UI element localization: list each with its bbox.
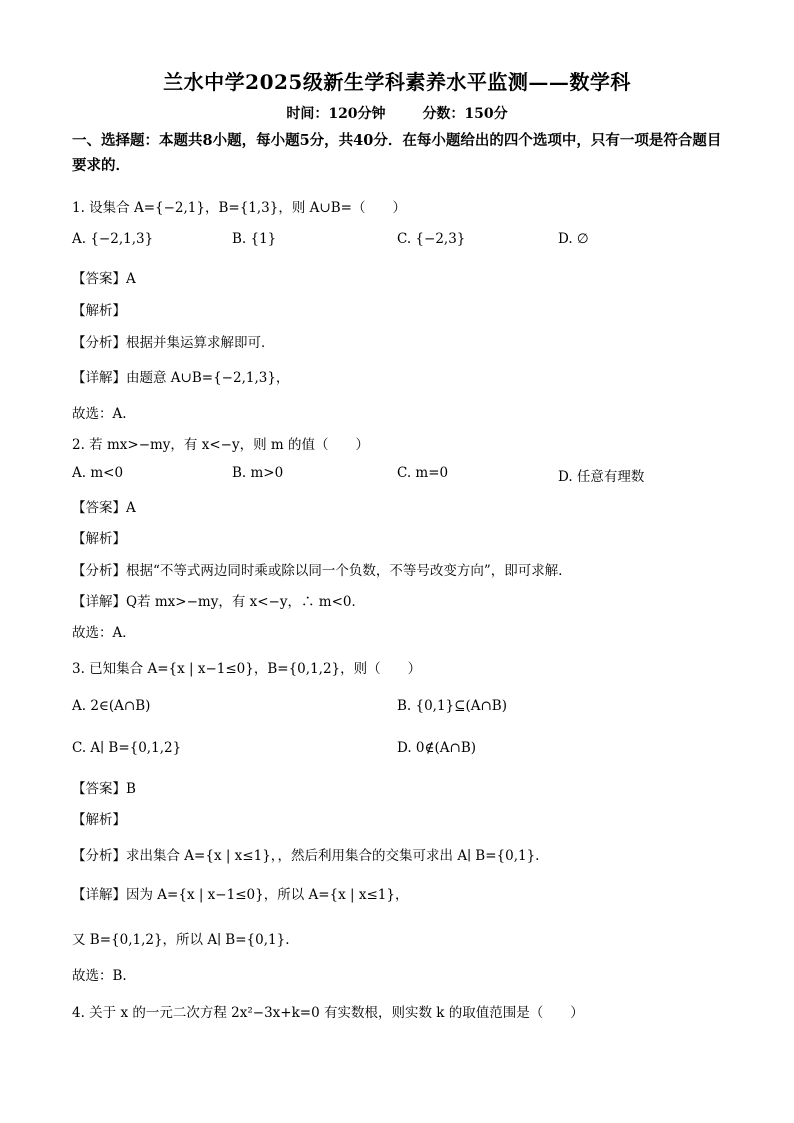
q3-option-a: A. 2∈(A∩B) [72, 698, 151, 714]
q3-xiangjie-2: 又 B={0,1,2}，所以 A∣ B={0,1}. [72, 932, 290, 948]
q3-guxuan [72, 964, 127, 984]
fenxi-text: 求出集合 A={x | x≤1}，，然后利用集合的交集可求出 A∣ B={0,1}. [126, 848, 540, 864]
q2-xiangjie [72, 590, 365, 610]
answer-value: A [126, 271, 136, 287]
fenxi-label: 【分析】 [72, 848, 126, 864]
answer-value: A [126, 500, 136, 516]
xiangjie-label: 【详解】 [72, 370, 126, 386]
q1-option-d: D. ∅ [558, 231, 589, 247]
q2-option-a: A. m<0 [72, 465, 124, 481]
answer-label: 【答案】 [72, 271, 126, 287]
xiangjie-label: 【详解】 [72, 594, 126, 610]
q1-fenxi [72, 331, 275, 351]
guxuan-label: 故选： [72, 625, 113, 641]
xiangjie-text: Q若 mx>−my，有 x<−y，∴ m<0． [126, 594, 365, 610]
q1-option-c: C. {−2,3} [397, 231, 466, 247]
q3-analysis-label: 【解析】 [72, 812, 126, 828]
fenxi-label: 【分析】 [72, 563, 126, 579]
q3-option-c: C. A∣ B={0,1,2} [72, 740, 182, 756]
xiangjie-text: 由题意 A∪B={−2,1,3}， [126, 370, 290, 386]
fenxi-text: 根据并集运算求解即可． [126, 335, 275, 351]
guxuan-value: A． [112, 625, 136, 641]
q2-option-c: C. m=0 [397, 465, 449, 481]
q3-option-d: D. 0∉(A∩B) [397, 740, 477, 756]
q3-xiangjie [72, 883, 408, 903]
q2-answer [72, 496, 136, 516]
question-2-stem: 2. 若 mx>−my，有 x<−y，则 m 的值（ ） [72, 437, 369, 453]
guxuan-value: A. [112, 406, 127, 422]
q2-option-d: D. 任意有理数 [558, 469, 645, 485]
answer-label: 【答案】 [72, 781, 126, 797]
exam-score: 分数：150分 [422, 106, 508, 122]
xiangjie-text: 因为 A={x | x−1≤0}，所以 A={x | x≤1}， [126, 887, 409, 903]
q1-option-b: B. {1} [232, 231, 277, 247]
answer-value: B [126, 781, 136, 797]
q2-fenxi [72, 559, 572, 579]
question-3-stem: 3. 已知集合 A={x | x−1≤0}，B={0,1,2}，则（ ） [72, 661, 422, 677]
q3-option-b: B. {0,1}⊆(A∩B) [397, 698, 507, 714]
page-title: 兰水中学2025级新生学科素养水平监测——数学科 [163, 70, 631, 94]
guxuan-label: 故选： [72, 406, 113, 422]
exam-time: 时间：120分钟 [286, 106, 386, 122]
q1-answer [72, 267, 136, 287]
section-heading: 一、选择题：本题共8小题，每小题5分，共40分．在每小题给出的四个选项中，只有一项是符合题目要求的． [72, 132, 722, 174]
q1-guxuan [72, 402, 127, 422]
q2-analysis-label: 【解析】 [72, 531, 126, 547]
xiangjie-label: 【详解】 [72, 887, 126, 903]
q3-fenxi [72, 844, 539, 864]
guxuan-value: B. [112, 968, 127, 984]
fenxi-label: 【分析】 [72, 335, 126, 351]
q1-analysis-label: 【解析】 [72, 303, 126, 319]
question-4-stem: 4. 关于 x 的一元二次方程 2x²−3x+k=0 有实数根，则实数 k 的取值范围是（ ） [72, 1005, 584, 1021]
answer-label: 【答案】 [72, 500, 126, 516]
q2-guxuan [72, 621, 136, 641]
guxuan-label: 故选： [72, 968, 113, 984]
q3-answer [72, 777, 136, 797]
exam-info [0, 103, 794, 123]
q1-option-a: A. {−2,1,3} [72, 231, 154, 247]
q1-xiangjie [72, 366, 289, 386]
question-1-stem: 1. 设集合 A={−2,1}，B={1,3}，则 A∪B=（ ） [72, 200, 406, 216]
fenxi-text: 根据“不等式两边同时乘或除以同一个负数，不等号改变方向”，即可求解． [126, 563, 572, 579]
q2-option-b: B. m>0 [232, 465, 284, 481]
